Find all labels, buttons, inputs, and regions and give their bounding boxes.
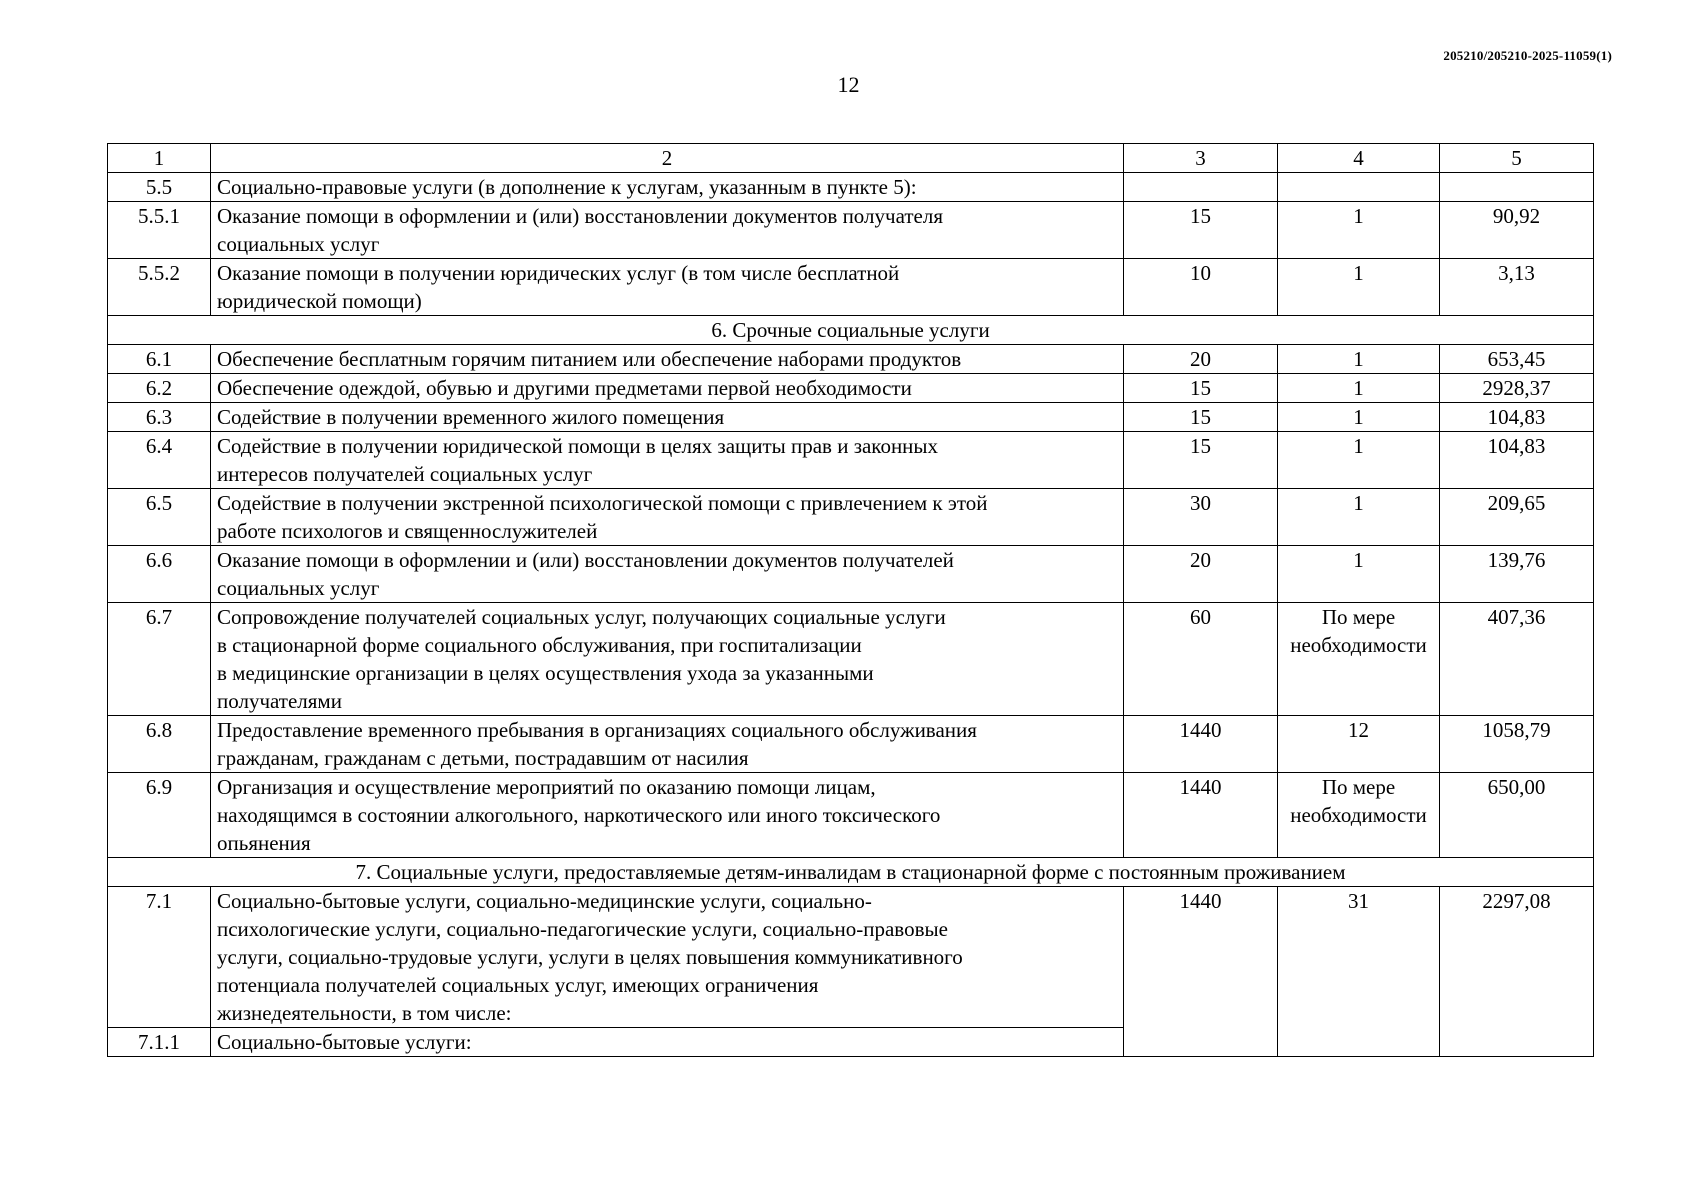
section-row — [108, 316, 1594, 345]
row-number: 6.5 — [108, 489, 211, 546]
row-number: 7.1.1 — [108, 1028, 211, 1057]
cell-col4 — [1278, 173, 1440, 202]
service-name-line: Оказание помощи в получении юридических услуг (в том числе бесплатной — [217, 261, 900, 285]
cell-col3: 10 — [1124, 259, 1278, 316]
cell-col3: 15 — [1124, 202, 1278, 259]
row-number: 6.7 — [108, 603, 211, 716]
frequency-line: необходимости — [1290, 803, 1427, 827]
frequency-line: По мере — [1321, 605, 1396, 629]
cell-col5: 90,92 — [1440, 202, 1594, 259]
service-name-line: Предоставление временного пребывания в организациях социального обслуживания — [217, 718, 977, 742]
section-title-6: 6. Срочные социальные услуги — [108, 316, 1594, 345]
cell-col3: 1440 — [1124, 716, 1278, 773]
service-name-line: Социально-бытовые услуги, социально-медицинские услуги, социально- — [217, 889, 872, 913]
table-header-row — [108, 144, 1594, 173]
frequency-line: По мере — [1321, 775, 1396, 799]
row-number: 6.9 — [108, 773, 211, 858]
table-row — [108, 773, 1594, 858]
cell-col4: 12 — [1278, 716, 1440, 773]
cell-col4: 1 — [1278, 259, 1440, 316]
column-number-3: 3 — [1124, 144, 1278, 173]
service-name-line: потенциала получателей социальных услуг, имеющих ограничения — [217, 973, 819, 997]
service-name-line: жизнедеятельности, в том числе: — [217, 1001, 512, 1025]
services-table — [107, 143, 1594, 1057]
cell-col5: 104,83 — [1440, 403, 1594, 432]
cell-col5: 2297,08 — [1440, 887, 1594, 1057]
cell-col4: 1 — [1278, 345, 1440, 374]
cell-col4 — [1278, 773, 1440, 858]
page-number: 12 — [837, 72, 860, 97]
service-name-line: Организация и осуществление мероприятий по оказанию помощи лицам, — [217, 775, 876, 799]
service-name: Содействие в получении временного жилого помещения — [211, 403, 1124, 432]
row-number: 5.5.1 — [108, 202, 211, 259]
row-number: 5.5 — [108, 173, 211, 202]
cell-col4: 1 — [1278, 403, 1440, 432]
table-row — [108, 716, 1594, 773]
cell-col5: 3,13 — [1440, 259, 1594, 316]
row-number: 6.1 — [108, 345, 211, 374]
service-name-line: Содействие в получении экстренной психологической помощи с привлечением к этой — [217, 491, 988, 515]
section-title-7: 7. Социальные услуги, предоставляемые детям-инвалидам в стационарной форме с постоянным проживанием — [108, 858, 1594, 887]
row-number: 6.6 — [108, 546, 211, 603]
table-row — [108, 546, 1594, 603]
service-name: Обеспечение бесплатным горячим питанием или обеспечение наборами продуктов — [211, 345, 1124, 374]
service-name: Обеспечение одеждой, обувью и другими предметами первой необходимости — [211, 374, 1124, 403]
service-name-line: гражданам, гражданам с детьми, пострадавшим от насилия — [217, 746, 749, 770]
cell-col3: 15 — [1124, 374, 1278, 403]
service-name-line: психологические услуги, социально-педагогические услуги, социально-правовые — [217, 917, 948, 941]
column-number-1: 1 — [108, 144, 211, 173]
service-name — [211, 887, 1124, 1028]
cell-col3: 20 — [1124, 546, 1278, 603]
service-name-line: Сопровождение получателей социальных услуг, получающих социальные услуги — [217, 605, 946, 629]
cell-col3 — [1124, 173, 1278, 202]
cell-col5 — [1440, 173, 1594, 202]
cell-col3: 15 — [1124, 432, 1278, 489]
service-name-line: в стационарной форме социального обслуживания, при госпитализации — [217, 633, 862, 657]
service-name: Социально-правовые услуги (в дополнение к услугам, указанным в пункте 5): — [211, 173, 1124, 202]
table-row — [108, 345, 1594, 374]
cell-col3: 20 — [1124, 345, 1278, 374]
cell-col5: 653,45 — [1440, 345, 1594, 374]
service-name-line: социальных услуг — [217, 576, 380, 600]
service-name-line: услуги, социально-трудовые услуги, услуги в целях повышения коммуникативного — [217, 945, 963, 969]
service-name — [211, 546, 1124, 603]
table-row — [108, 489, 1594, 546]
row-number: 7.1 — [108, 887, 211, 1028]
service-name — [211, 716, 1124, 773]
cell-col5: 2928,37 — [1440, 374, 1594, 403]
table-row — [108, 374, 1594, 403]
table-row — [108, 887, 1594, 1028]
service-name-line: в медицинские организации в целях осуществления ухода за указанными — [217, 661, 874, 685]
table-row — [108, 259, 1594, 316]
column-number-4: 4 — [1278, 144, 1440, 173]
service-name — [211, 432, 1124, 489]
cell-col4: 1 — [1278, 432, 1440, 489]
service-name-line: Оказание помощи в оформлении и (или) восстановлении документов получателя — [217, 204, 943, 228]
cell-col4 — [1278, 603, 1440, 716]
section-row — [108, 858, 1594, 887]
service-name-line: находящимся в состоянии алкогольного, наркотического или иного токсического — [217, 803, 941, 827]
row-number: 5.5.2 — [108, 259, 211, 316]
row-number: 6.3 — [108, 403, 211, 432]
service-name-line: Содействие в получении юридической помощи в целях защиты прав и законных — [217, 434, 939, 458]
cell-col5: 407,36 — [1440, 603, 1594, 716]
cell-col3: 1440 — [1124, 887, 1278, 1057]
service-name — [211, 259, 1124, 316]
cell-col4: 1 — [1278, 546, 1440, 603]
cell-col3: 30 — [1124, 489, 1278, 546]
service-name-line: получателями — [217, 689, 342, 713]
cell-col3: 1440 — [1124, 773, 1278, 858]
cell-col5: 650,00 — [1440, 773, 1594, 858]
column-number-5: 5 — [1440, 144, 1594, 173]
cell-col5: 1058,79 — [1440, 716, 1594, 773]
service-name — [211, 773, 1124, 858]
cell-col3: 60 — [1124, 603, 1278, 716]
cell-col4: 1 — [1278, 202, 1440, 259]
frequency-line: необходимости — [1290, 633, 1427, 657]
table-row — [108, 403, 1594, 432]
document-reference-number: 205210/205210-2025-11059(1) — [1443, 48, 1612, 63]
table-row — [108, 202, 1594, 259]
cell-col5: 139,76 — [1440, 546, 1594, 603]
row-number: 6.8 — [108, 716, 211, 773]
service-name: Социально-бытовые услуги: — [211, 1028, 1124, 1057]
service-name-line: социальных услуг — [217, 232, 380, 256]
row-number: 6.2 — [108, 374, 211, 403]
cell-col5: 209,65 — [1440, 489, 1594, 546]
service-name-line: юридической помощи) — [217, 289, 422, 313]
cell-col4: 31 — [1278, 887, 1440, 1057]
cell-col5: 104,83 — [1440, 432, 1594, 489]
cell-col4: 1 — [1278, 374, 1440, 403]
table-row — [108, 173, 1594, 202]
table-row — [108, 432, 1594, 489]
service-name-line: работе психологов и священнослужителей — [217, 519, 598, 543]
column-number-2: 2 — [211, 144, 1124, 173]
service-name-line: интересов получателей социальных услуг — [217, 462, 593, 486]
service-name — [211, 489, 1124, 546]
table-row — [108, 603, 1594, 716]
service-name — [211, 202, 1124, 259]
row-number: 6.4 — [108, 432, 211, 489]
service-name-line: опьянения — [217, 831, 311, 855]
service-name-line: Оказание помощи в оформлении и (или) восстановлении документов получателей — [217, 548, 954, 572]
service-name — [211, 603, 1124, 716]
cell-col4: 1 — [1278, 489, 1440, 546]
cell-col3: 15 — [1124, 403, 1278, 432]
